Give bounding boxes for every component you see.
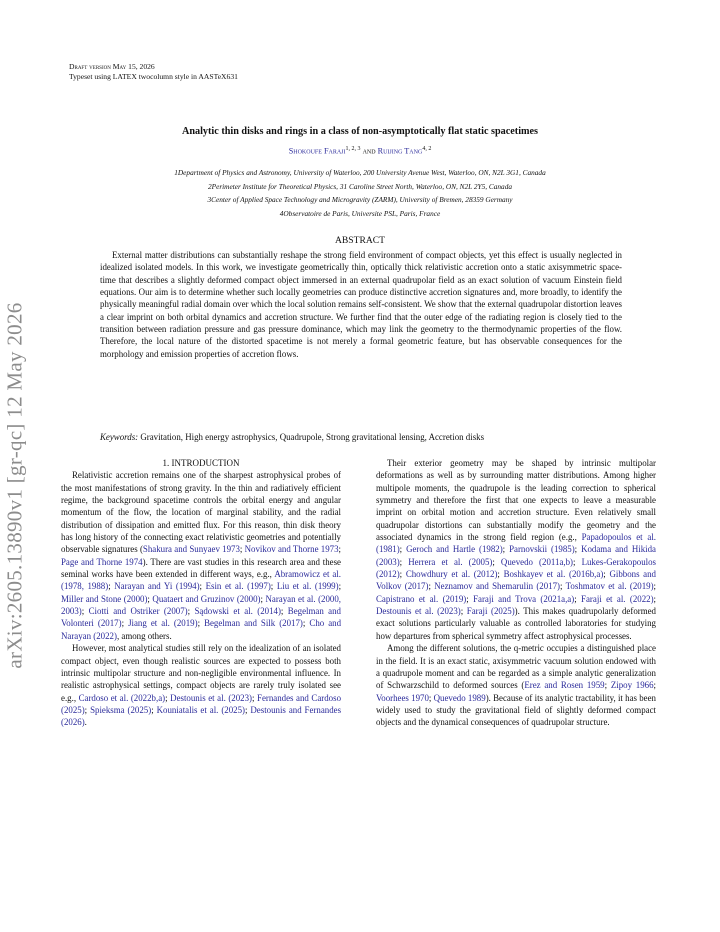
arxiv-identifier-sidebar[interactable]: arXiv:2605.13890v1 [gr-qc] 12 May 2026: [2, 302, 27, 669]
citation-link[interactable]: Papadopoulos et al. (1981): [376, 532, 656, 555]
keywords-line: [100, 432, 640, 442]
body-text: ;: [81, 606, 89, 617]
citation-link[interactable]: Parnovskii (1985): [509, 544, 575, 555]
body-text: ;: [428, 581, 435, 592]
intro-paragraph-1: [61, 469, 341, 642]
citation-link[interactable]: Chowdhury et al. (2012): [405, 569, 498, 580]
body-text: ;: [165, 692, 171, 703]
citation-link[interactable]: Geroch and Hartle (1982): [406, 544, 503, 555]
intro-paragraph-2: [61, 642, 341, 728]
citation-link[interactable]: Narayan et al. (2000, 2003): [61, 593, 342, 617]
body-text: ;: [84, 704, 91, 715]
body-text: ;: [574, 593, 582, 604]
abstract-body: External matter distributions can substantially reshape the strong field environment of compact objects, yet this effect is usually neglected in idealized isolated models. In this work, we investigate geometrically thin, optically thick relativistic accretion onto a static axisymmetric space-time that describes a slightly deformed compact object immersed in an external quadrupolar field as an exact solution of vacuum Einstein field equations. Our aim is to determine whether such locally geometries can produce distinctive accretion signatures and, more broadly, to identify the physically meaningful radial domain over which the local solution remains self-consistent. We show that the external quadrupolar distortion leaves a clear imprint on both orbital dynamics and accretion structure. We further find that the outer edge of the radiating region is closely tied to the transition between radiation pressure and gas pressure dominance, which may link the geometry to the thermodynamic properties of the flow. Therefore, the local nature of the distorted spacetime is not merely a formal geometric feature, but has observable consequences for the morphology and emission properties of accretion flows.: [100, 250, 622, 359]
body-text: ;: [121, 618, 129, 629]
citation-link[interactable]: Neznamov and Shemarulin (2017): [434, 581, 560, 592]
intro-paragraph-3: [376, 457, 656, 642]
citation-link[interactable]: Quevedo 1989: [433, 692, 486, 703]
body-text: ;: [260, 593, 266, 604]
citation-link[interactable]: Destounis et al. (2023): [376, 606, 461, 617]
body-text: ;: [239, 544, 245, 555]
body-text: ;: [653, 593, 657, 604]
draft-header: [69, 62, 238, 82]
body-text: ;: [399, 544, 407, 555]
citation-link[interactable]: Boshkayev et al. (2016b,a): [503, 569, 604, 580]
body-text: ;: [199, 581, 206, 592]
left-column: [61, 457, 341, 729]
body-text: ;: [466, 593, 474, 604]
citation-link[interactable]: Fernandes and Cardoso (2025): [61, 692, 342, 715]
body-text: ;: [573, 556, 582, 567]
body-text: ). Because of its analytic tractability, it has been widely used to study the gravitational field of slightly deformed compact objects and the dynamical consequences of quadrupolar structure.: [376, 692, 656, 728]
author-name-1[interactable]: Shokoufe Faraji: [288, 146, 346, 156]
citation-link[interactable]: Erez and Rosen 1959: [524, 680, 605, 691]
citation-link[interactable]: Cardoso et al. (2022b,a): [78, 692, 166, 703]
body-text: ;: [147, 593, 153, 604]
citation-link[interactable]: Narayan and Yi (1994): [114, 581, 200, 592]
body-text: Among the different solutions, the q-metric occupies a distinguished place in the field. It is an exact static, axisymmetric vacuum solution endowed with a quadrupole moment and can be regarded as a simple analytic generalization of Schwarzschild to deformed sources (: [376, 643, 656, 691]
citation-link[interactable]: Destounis et al. (2023): [170, 692, 252, 703]
body-text: ;: [399, 569, 406, 580]
affiliation-1: 1Department of Physics and Astronomy, University of Waterloo, 200 University Avenue West, Waterloo, ON, N2L 3G1, Canada: [174, 168, 546, 177]
body-text: Their exterior geometry may be shaped by intrinsic multipolar deformations as well as by surrounding matter distributions. Among higher multipole moments, the quadrupole is the leading correction to spherical symmetry and therefore the first that one expects to leave a measurable imprint on orbital motion and accretion structure. Even relatively small quadrupolar distortions can substantially modify the geometry and the associated dynamics in the strong field region (e.g.,: [376, 458, 656, 543]
draft-version-line: Draft version May 15, 2026: [69, 62, 155, 71]
body-text: .: [84, 717, 87, 728]
citation-link[interactable]: Kodama and Hikida (2003): [376, 544, 656, 567]
body-text: ;: [653, 581, 657, 592]
body-text: Relativistic accretion remains one of the sharpest astrophysical probes of the most manifestations of strong gravity. In the thin and radiatively efficient regime, the background spacetime controls the orbital energy and angular momentum of the flow, the location of marginal stability, and the radial distribution of dissipation and emitted flux. For this reason, thin disk theory has long history of the connecting exact relativistic geometries and potentially observable signatures (: [61, 470, 341, 555]
intro-paragraph-4: [376, 642, 656, 728]
body-text: ;: [502, 544, 510, 555]
right-column: [376, 457, 656, 729]
author-name-2[interactable]: Ruijing Tang: [377, 146, 423, 156]
body-text: ;: [428, 692, 434, 703]
body-text: ;: [270, 581, 277, 592]
body-text: ;: [560, 581, 566, 592]
citation-link[interactable]: Novikov and Thorne 1973: [244, 544, 339, 555]
body-text: ;: [492, 556, 501, 567]
body-text: ;: [252, 692, 258, 703]
affiliations: [0, 166, 720, 221]
citation-link[interactable]: Quevedo (2011a,b): [500, 556, 573, 567]
body-text: ;: [603, 569, 610, 580]
affiliation-2: 2Perimeter Institute for Theoretical Physics, 31 Caroline Street North, Waterloo, ON, N2L 2Y5, Canada: [207, 181, 513, 191]
body-text: ;: [108, 581, 115, 592]
citation-link[interactable]: Gibbons and Volkov (2017): [376, 569, 656, 592]
citation-link[interactable]: Faraji and Trova (2021a,a): [473, 593, 575, 604]
citation-link[interactable]: Sądowski et al. (2014): [194, 606, 281, 617]
body-text: ;: [399, 556, 409, 567]
keywords-label: Keywords:: [100, 432, 139, 442]
citation-link[interactable]: Kouniatalis et al. (2025): [156, 704, 245, 715]
typeset-line: Typeset using LATEX twocolumn style in AASTeX631: [69, 72, 238, 81]
affiliation-3: 3Center of Applied Space Technology and Microgravity (ZARM), University of Bremen, 28359 Germany: [207, 195, 513, 205]
citation-link[interactable]: Begelman and Silk (2017): [204, 618, 303, 629]
citation-link[interactable]: Faraji (2025): [466, 606, 515, 617]
author-1-affil-marks: 1, 2, 3: [345, 146, 361, 152]
paper-title: Analytic thin disks and rings in a class of non-asymptotically flat static spacetimes: [181, 126, 538, 137]
body-text: ;: [338, 544, 341, 555]
body-text: ). This makes quadrupolarly deformed exact solutions particularly valuable as controlled laboratories for studying how departures from spherical symmetry affect astrophysical processes.: [376, 606, 656, 641]
citation-link[interactable]: Miller and Stone (2000): [61, 593, 148, 604]
abstract-heading: ABSTRACT: [334, 235, 386, 246]
keywords-text: Gravitation, High energy astrophysics, Quadrupole, Strong gravitational lensing, Accretion disks: [140, 432, 485, 442]
citation-link[interactable]: Liu et al. (1999): [276, 581, 339, 592]
body-text: , among others.: [116, 630, 172, 641]
citation-link[interactable]: Page and Thorne 1974: [61, 556, 143, 567]
body-text: ;: [574, 544, 582, 555]
body-text: ;: [151, 704, 157, 715]
citation-link[interactable]: Begelman and Volonteri (2017): [61, 606, 341, 629]
body-text: ;: [604, 680, 611, 691]
citation-link[interactable]: Cho and Narayan (2022): [61, 618, 342, 641]
citation-link[interactable]: Ciotti and Ostriker (2007): [88, 606, 188, 617]
affiliation-4: 4Observatoire de Paris, Universite PSL, Paris, France: [279, 209, 441, 219]
body-text: ;: [244, 704, 251, 715]
citation-link[interactable]: Toshmatov et al. (2019): [565, 581, 654, 592]
citation-link[interactable]: Faraji et al. (2022): [581, 593, 654, 604]
citation-link[interactable]: Lukes-Gerakopoulos (2012): [376, 556, 657, 580]
citation-link[interactable]: Zipoy 1966: [610, 680, 654, 691]
citation-link[interactable]: Esin et al. (1997): [205, 581, 271, 592]
citation-link[interactable]: Voorhees 1970: [376, 692, 429, 703]
body-text: ). There are vast studies in this research area and these seminal works have been extended in different ways, e.g.,: [61, 556, 341, 580]
citation-link[interactable]: Spieksma (2025): [90, 704, 152, 715]
body-text: ;: [497, 569, 504, 580]
author-line: [0, 146, 720, 156]
body-text: ;: [460, 606, 467, 617]
citation-link[interactable]: Quataert and Gruzinov (2000): [152, 593, 261, 604]
citation-link[interactable]: Shakura and Sunyaev 1973: [142, 544, 240, 555]
citation-link[interactable]: Abramowicz et al. (1978, 1988): [61, 569, 341, 592]
body-text: However, most analytical studies still rely on the idealization of an isolated compact object, even though realistic sources are expected to possess both intrinsic multipolar structure and non-negligible environmental influence. In realistic astrophysical settings, compact objects are rarely truly isolated see e.g.,: [61, 643, 341, 703]
author-conjunction: and: [362, 146, 376, 156]
body-text: ;: [302, 618, 310, 629]
body-text: ;: [653, 680, 656, 691]
section-heading-introduction: 1. INTRODUCTION: [162, 458, 240, 468]
citation-link[interactable]: Herrera et al. (2005): [408, 556, 493, 567]
citation-link[interactable]: Capistrano et al. (2019): [376, 593, 467, 604]
citation-link[interactable]: Jiang et al. (2019): [128, 618, 198, 629]
body-text: ;: [197, 618, 205, 629]
citation-link[interactable]: Destounis and Fernandes (2026): [61, 704, 342, 728]
author-2-affil-marks: 4, 2: [422, 146, 432, 152]
body-text: ;: [338, 581, 342, 592]
body-text: ;: [187, 606, 195, 617]
body-text: ;: [280, 606, 288, 617]
